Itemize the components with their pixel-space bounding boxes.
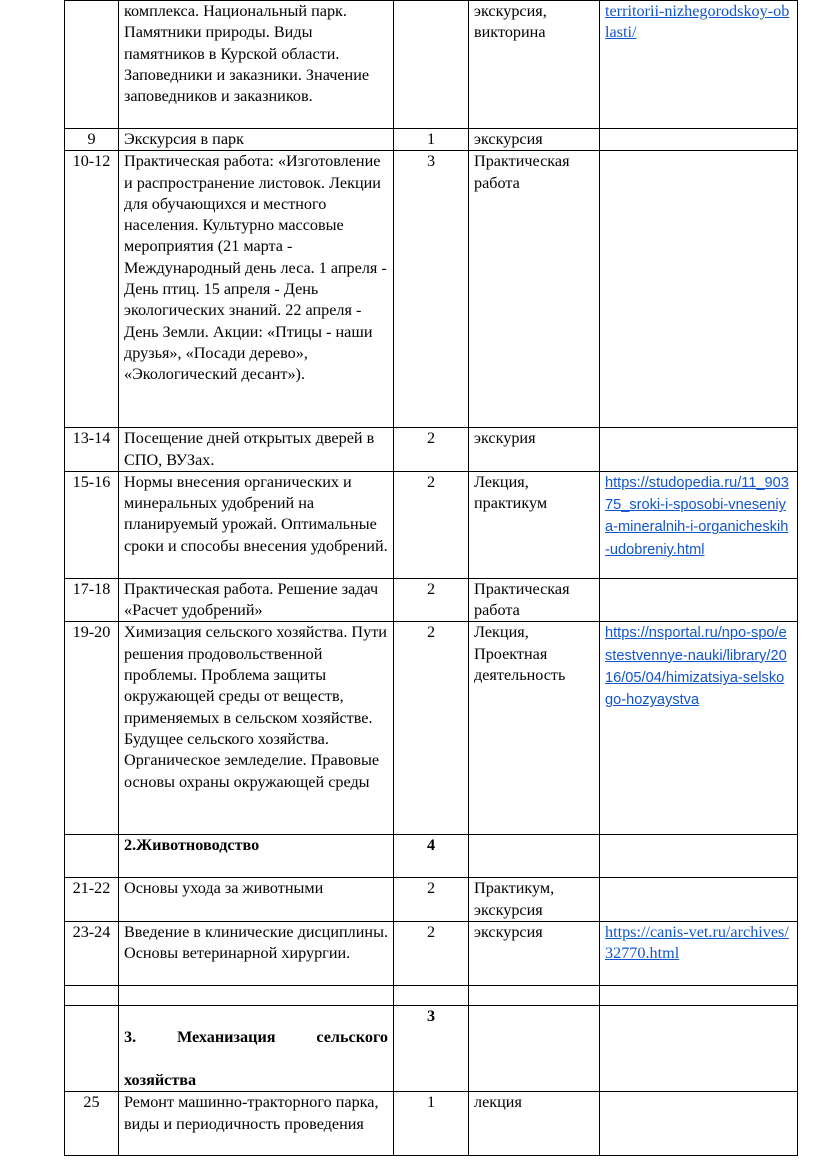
lesson-form: экскурсия: [469, 129, 600, 151]
lesson-form: экскурия: [469, 428, 600, 472]
lesson-number: 13-14: [65, 428, 119, 472]
resource-link[interactable]: https://canis-vet.ru/archives/32770.html: [605, 923, 789, 963]
resource-cell: [600, 878, 798, 922]
lesson-number: [65, 1, 119, 129]
section-hours: 3: [394, 1006, 469, 1092]
lesson-topic: Практическая работа. Решение задач «Расчет удобрений»: [119, 578, 394, 622]
resource-cell: [600, 1, 798, 129]
table-row: [65, 1, 798, 129]
lesson-form: экскурсия, викторина: [469, 1, 600, 129]
lesson-hours: [394, 986, 469, 1006]
lesson-hours: 2: [394, 428, 469, 472]
table-row: [65, 428, 798, 472]
lesson-hours: 2: [394, 622, 469, 835]
resource-cell: [600, 428, 798, 472]
lesson-hours: 1: [394, 1092, 469, 1156]
lesson-number: 23-24: [65, 922, 119, 986]
lesson-number: [65, 986, 119, 1006]
section-title: 2.Животноводство: [119, 835, 394, 878]
lesson-topic: Экскурсия в парк: [119, 129, 394, 151]
lesson-topic: Практическая работа: «Изготовление и распространение листовок. Лекции для обучающихся и местного населения. Культурно массовые мероприятия (21 марта - Международный день леса. 1 апреля - День птиц. 15 апреля - День экологических знаний. 22 апреля - День Земли. Акции: «Птицы - наши друзья», «Посади дерево», «Экологический десант»).: [119, 151, 394, 428]
lesson-number: 10-12: [65, 151, 119, 428]
resource-link[interactable]: https://studopedia.ru/11_90375_sroki-i-sposobi-vneseniya-mineralnih-i-organicheskih-udobreniy.html: [605, 474, 789, 558]
lesson-hours: 3: [394, 151, 469, 428]
resource-cell: [600, 151, 798, 428]
lesson-form: лекция: [469, 1092, 600, 1156]
resource-link[interactable]: territorii-nizhegorodskoy-oblasti/: [605, 2, 790, 42]
lesson-topic: [119, 986, 394, 1006]
section-hours: 4: [394, 835, 469, 878]
lesson-number: [65, 1006, 119, 1092]
resource-link[interactable]: https://nsportal.ru/npo-spo/estestvennye-nauki/library/2016/05/04/himizatsiya-selskogo-hozyaystva: [605, 625, 787, 709]
lesson-topic: Основы ухода за животными: [119, 878, 394, 922]
lesson-number: 19-20: [65, 622, 119, 835]
section-title: [119, 1006, 394, 1092]
curriculum-table: [64, 0, 798, 1156]
table-row: [65, 1092, 798, 1156]
lesson-form: Практическая работа: [469, 151, 600, 428]
resource-cell: [600, 622, 798, 835]
section-header-row: [65, 1006, 798, 1092]
table-row: [65, 129, 798, 151]
section-title-line: хозяйства: [124, 1070, 197, 1089]
lesson-form: [469, 986, 600, 1006]
lesson-form: Практикум, экскурсия: [469, 878, 600, 922]
empty-row: [65, 986, 798, 1006]
table-row: [65, 622, 798, 835]
resource-cell: [600, 1006, 798, 1092]
lesson-topic: Химизация сельского хозяйства. Пути решения продовольственной проблемы. Проблема защиты окружающей среды от веществ, применяемых в сельском хозяйстве. Будущее сельского хозяйства. Органическое земледелие. Правовые основы охраны окружающей среды: [119, 622, 394, 835]
lesson-form: экскурсия: [469, 922, 600, 986]
lesson-form: [469, 1006, 600, 1092]
table-row: [65, 578, 798, 622]
lesson-hours: 2: [394, 878, 469, 922]
lesson-number: 17-18: [65, 578, 119, 622]
lesson-hours: 2: [394, 578, 469, 622]
lesson-hours: 1: [394, 129, 469, 151]
lesson-form: Лекция, практикум: [469, 471, 600, 578]
lesson-topic: Нормы внесения органических и минеральных удобрений на планируемый урожай. Оптимальные сроки и способы внесения удобрений.: [119, 471, 394, 578]
lesson-form: [469, 835, 600, 878]
lesson-hours: 2: [394, 471, 469, 578]
section-title-line: 3. Механизация сельского: [124, 1028, 388, 1047]
table-row: [65, 922, 798, 986]
resource-cell: [600, 129, 798, 151]
table-row: [65, 151, 798, 428]
resource-cell: [600, 471, 798, 578]
lesson-form: Лекция, Проектная деятельность: [469, 622, 600, 835]
resource-cell: [600, 835, 798, 878]
resource-cell: [600, 1092, 798, 1156]
lesson-topic: Посещение дней открытых дверей в СПО, ВУЗах.: [119, 428, 394, 472]
lesson-hours: 2: [394, 922, 469, 986]
lesson-form: Практическая работа: [469, 578, 600, 622]
lesson-topic: Введение в клинические дисциплины. Основы ветеринарной хирургии.: [119, 922, 394, 986]
resource-cell: [600, 986, 798, 1006]
lesson-number: 25: [65, 1092, 119, 1156]
resource-cell: [600, 922, 798, 986]
lesson-number: [65, 835, 119, 878]
lesson-topic: комплекса. Национальный парк. Памятники природы. Виды памятников в Курской области. Заповедники и заказники. Значение заповедников и заказников.: [119, 1, 394, 129]
resource-cell: [600, 578, 798, 622]
lesson-topic: Ремонт машинно-тракторного парка, виды и периодичность проведения: [119, 1092, 394, 1156]
lesson-number: 9: [65, 129, 119, 151]
table-row: [65, 471, 798, 578]
section-header-row: [65, 835, 798, 878]
lesson-number: 21-22: [65, 878, 119, 922]
table-row: [65, 878, 798, 922]
lesson-hours: [394, 1, 469, 129]
lesson-number: 15-16: [65, 471, 119, 578]
